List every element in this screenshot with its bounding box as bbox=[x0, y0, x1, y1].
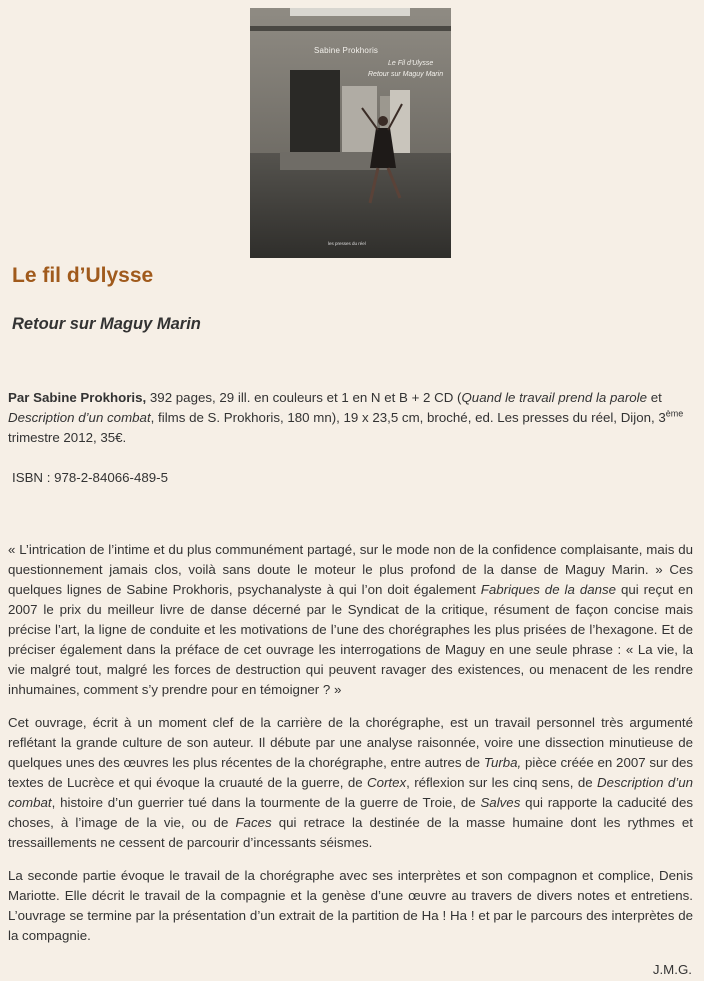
p2-work-description: Description d’un combat bbox=[8, 775, 693, 810]
cd2-title: Description d’un combat bbox=[8, 410, 151, 425]
p2-text-k: qui retrace la destinée de la masse humaine dont les rythmes et tressaillements ne cessent de parcourir d’incessants séismes. bbox=[8, 815, 693, 850]
book-cover-image bbox=[250, 8, 451, 258]
p1-text-a: « L’intrication de l’intime et du plus communément partagé, sur le mode non de la confidence complaisante, mais du questionnement jamais clos, voilà sans doute le moteur le plus profond de la danse de Maguy Marin. » Ces quelques lignes de Sabine Prokhoris, psychanalyste à qui l’on doit également bbox=[8, 542, 693, 597]
cover-title: Le Fil d'Ulysse bbox=[388, 60, 434, 67]
p1-book-title: Fabriques de la danse bbox=[480, 582, 617, 597]
book-info bbox=[8, 388, 693, 448]
isbn: ISBN : 978-2-84066-489-5 bbox=[12, 470, 168, 485]
p2-work-faces: Faces bbox=[235, 815, 272, 830]
paragraph-1 bbox=[8, 540, 693, 700]
cd1-title: Quand le travail prend la parole bbox=[461, 390, 647, 405]
info-text-1: 392 pages, 29 ill. en couleurs et 1 en N et B + 2 CD ( bbox=[146, 390, 462, 405]
paragraph-2 bbox=[8, 713, 693, 853]
p2-text-e: , réflexion sur les cinq sens, de bbox=[406, 775, 597, 790]
p2-work-salves: Salves bbox=[480, 795, 521, 810]
p2-text-a: Cet ouvrage, écrit à un moment clef de la carrière de la chorégraphe, est un travail personnel très argumenté reflétant la grande culture de son auteur. Il débute par une analyse raisonnée, voire une dissection minutieuse de quelques unes des œuvres les plus récentes de la chorégraphe, entre autres de bbox=[8, 715, 693, 770]
paragraph-3: La seconde partie évoque le travail de la chorégraphe avec ses interprètes et son compagnon et complice, Denis Mariotte. Elle décrit le travail de la compagnie et la genèse d’une œuvre au travers de divers notes et entretiens. L’ouvrage se termine par la présentation d’un extrait de la partition de Ha ! Ha ! et par le parcours des interprètes de la compagnie. bbox=[8, 868, 693, 943]
p2-work-cortex: Cortex bbox=[366, 775, 407, 790]
cover-subtitle: Retour sur Maguy Marin bbox=[368, 71, 444, 78]
p2-text-i: qui rapporte la caducité des choses, à l’image de la vie, ou de bbox=[8, 795, 693, 830]
info-text-2: et bbox=[647, 390, 662, 405]
page-title: Le fil d’Ulysse bbox=[12, 264, 154, 287]
p1-text-c: qui reçut en 2007 le prix du meilleur livre de danse décerné par le Syndicat de la critique, résument de façon concise mais précise l’art, la ligne de conduite et les motivations de l’une des chorégraphes les plus prisées de l’hexagone. Et de préciser également dans la préface de cet ouvrage les interrogations de Maguy en une seule phrase : « La vie, la vie malgré tout, malgré les forces de destruction qui peuvent ravager des existences, ou menacent de les rendre inhumaines, comment s’y prendre pour en témoigner ? » bbox=[8, 582, 693, 697]
page-subtitle: Retour sur Maguy Marin bbox=[12, 315, 201, 333]
info-sup: ème bbox=[665, 408, 684, 419]
info-text-4: trimestre 2012, 35€. bbox=[8, 430, 127, 445]
p2-text-c: pièce créée en 2007 sur des textes de Lucrèce et qui évoque la cruauté de la guerre, de bbox=[8, 755, 694, 790]
p2-text-g: , histoire d’un guerrier tué dans la tourmente de la guerre de Troie, de bbox=[51, 795, 481, 810]
signature: J.M.G. bbox=[652, 962, 692, 977]
info-text-3: , films de S. Prokhoris, 180 mn), 19 x 23,5 cm, broché, ed. Les presses du réel, Dijon, 3 bbox=[150, 410, 666, 425]
cover-author: Sabine Prokhoris bbox=[314, 46, 379, 55]
p2-work-turba: Turba, bbox=[483, 755, 522, 770]
cover-publisher: les presses du réel bbox=[328, 241, 366, 246]
author-label: Par Sabine Prokhoris, bbox=[8, 390, 147, 405]
